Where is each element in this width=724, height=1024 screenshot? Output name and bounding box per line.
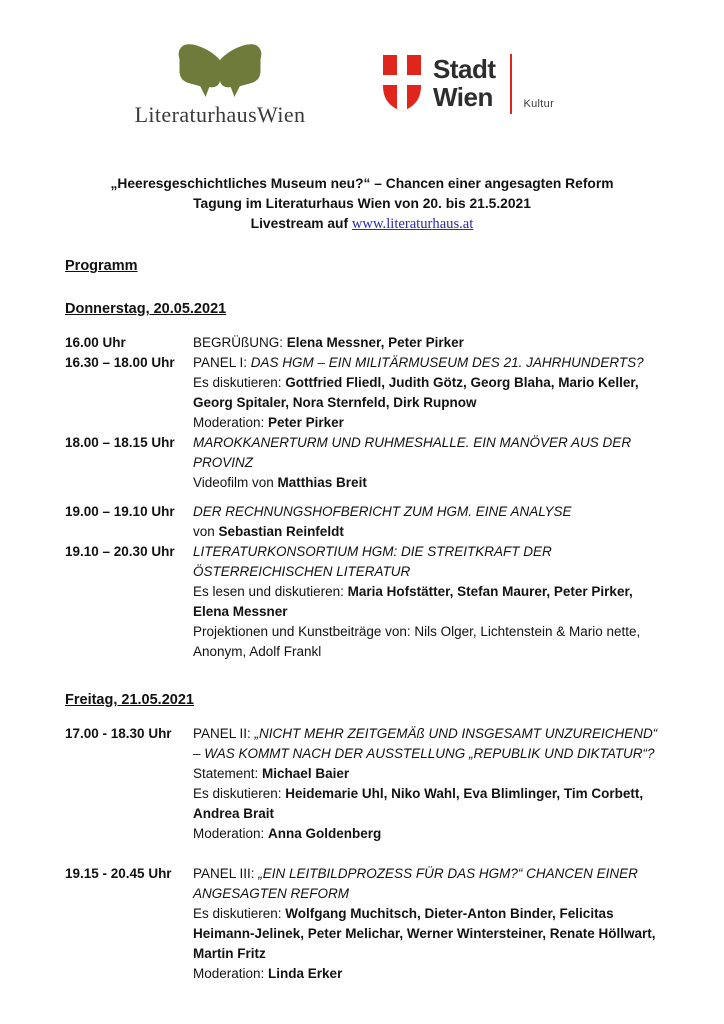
event-speakers: Maria Hofstätter, Stefan Maurer, Peter Pirker, Elena Messner — [193, 584, 633, 619]
event-moderator: Anna Goldenberg — [268, 826, 382, 841]
event-line — [193, 824, 659, 844]
title-block — [0, 174, 724, 234]
day2-schedule — [65, 724, 724, 984]
event-speakers: Matthias Breit — [277, 475, 367, 490]
entry-time: 19.10 – 20.30 Uhr — [65, 544, 175, 559]
stadt-wien-wordmark — [433, 55, 496, 111]
stadt-wien-logo — [382, 54, 554, 117]
event-line — [193, 582, 659, 622]
day2-heading: Freitag, 21.05.2021 — [65, 692, 194, 708]
event-label: Moderation: — [193, 826, 269, 841]
event-speakers: Heidemarie Uhl, Niko Wahl, Eva Blimlinger, Tim Corbett, Andrea Brait — [193, 786, 644, 821]
stadt-wien-line1: Stadt — [433, 54, 496, 84]
entry-time: 19.15 - 20.45 Uhr — [65, 866, 172, 881]
event-label: Moderation: — [193, 966, 269, 981]
event-label: Es diskutieren: — [193, 375, 286, 390]
logo-divider-line — [510, 54, 512, 114]
stadt-wien-department: Kultur — [523, 98, 555, 110]
event-line — [193, 622, 659, 662]
event-title: DER RECHNUNGSHOFBERICHT ZUM HGM. EINE ANALYSE — [193, 504, 572, 519]
literaturhaus-wordmark: LiteraturhausWien — [134, 102, 306, 127]
schedule-entry — [65, 502, 724, 542]
event-label: Es lesen und diskutieren: — [193, 584, 348, 599]
event-line — [193, 764, 659, 784]
event-line — [193, 413, 659, 433]
event-line — [193, 904, 659, 964]
event-moderator: Peter Pirker — [268, 415, 344, 430]
event-speakers: Sebastian Reinfeldt — [218, 524, 344, 539]
entry-description — [193, 353, 659, 433]
event-label: BEGRÜßUNG: — [193, 335, 287, 350]
schedule-entry — [65, 333, 724, 353]
event-label: PANEL III: — [193, 866, 259, 881]
event-speakers: Wolfgang Muchitsch, Dieter-Anton Binder, Felicitas Heimann-Jelinek, Peter Melichar, Werner Wintersteiner, Renate Höllwart, Martin Fritz — [193, 906, 656, 961]
event-label: Moderation: — [193, 415, 269, 430]
event-line — [193, 353, 659, 373]
event-title: „NICHT MEHR ZEITGEMÄß UND INSGESAMT UNZUREICHEND“ – WAS KOMMT NACH DER AUSSTELLUNG „REPUBLIK UND DIKTATUR“? — [193, 726, 658, 761]
event-label: PANEL II: — [193, 726, 255, 741]
wien-shield-icon — [382, 54, 422, 117]
day1-heading: Donnerstag, 20.05.2021 — [65, 301, 227, 317]
event-speakers: Michael Baier — [262, 766, 350, 781]
literaturhaus-logo — [118, 40, 322, 128]
event-line — [193, 964, 659, 984]
entry-description — [193, 333, 659, 353]
day1-schedule — [65, 333, 724, 662]
event-title: MAROKKANERTURM UND RUHMESHALLE. EIN MANÖVER AUS DER PROVINZ — [193, 435, 632, 470]
entry-time: 18.00 – 18.15 Uhr — [65, 435, 175, 450]
schedule-entry — [65, 353, 724, 433]
livestream-label: Livestream auf — [250, 216, 352, 231]
event-label: Statement: — [193, 766, 263, 781]
entry-time: 19.00 – 19.10 Uhr — [65, 504, 175, 519]
literaturhaus-link[interactable]: www.literaturhaus.at — [351, 216, 474, 232]
entry-description — [193, 724, 659, 844]
event-title: „EIN LEITBILDPROZESS FÜR DAS HGM?“ CHANCEN EINER ANGESAGTEN REFORM — [193, 866, 638, 901]
event-label: Es diskutieren: — [193, 906, 286, 921]
entry-time: 16.30 – 18.00 Uhr — [65, 355, 175, 370]
header — [0, 0, 724, 138]
program-heading: Programm — [65, 258, 138, 274]
event-title: DAS HGM – EIN MILITÄRMUSEUM DES 21. JAHRHUNDERTS? — [250, 355, 644, 370]
entry-description — [193, 433, 659, 493]
event-label: von — [193, 524, 219, 539]
open-book-icon — [118, 40, 322, 100]
event-line — [193, 784, 659, 824]
document-title-line1: „Heeresgeschichtliches Museum neu?“ – Chancen einer angesagten Reform — [110, 176, 614, 191]
event-line — [193, 542, 659, 582]
event-speakers: Gottfried Fliedl, Judith Götz, Georg Blaha, Mario Keller, Georg Spitaler, Nora Sternfeld, Dirk Rupnow — [193, 375, 639, 410]
schedule-entry — [65, 864, 724, 984]
entry-description — [193, 542, 659, 662]
event-line — [193, 502, 659, 522]
event-speakers: Elena Messner, Peter Pirker — [286, 335, 464, 350]
stadt-wien-line2: Wien — [433, 82, 493, 112]
event-moderator: Linda Erker — [268, 966, 343, 981]
schedule-entry — [65, 433, 724, 493]
document-title-line2: Tagung im Literaturhaus Wien von 20. bis 21.5.2021 — [193, 196, 531, 211]
event-contributors: Projektionen und Kunstbeiträge von: Nils Olger, Lichtenstein & Mario nette, Anonym, Adolf Frankl — [193, 624, 641, 659]
document-title-line3 — [0, 214, 724, 234]
entry-time: 16.00 Uhr — [65, 335, 126, 350]
event-line — [193, 473, 659, 493]
event-title: LITERATURKONSORTIUM HGM: DIE STREITKRAFT DER ÖSTERREICHISCHEN LITERATUR — [193, 544, 552, 579]
schedule-entry — [65, 542, 724, 662]
event-line — [193, 724, 659, 764]
schedule-entry — [65, 724, 724, 844]
event-label: Videofilm von — [193, 475, 278, 490]
event-line — [193, 333, 659, 353]
event-label: Es diskutieren: — [193, 786, 286, 801]
entry-description — [193, 502, 659, 542]
entry-description — [193, 864, 659, 984]
event-label: PANEL I: — [193, 355, 251, 370]
event-line — [193, 864, 659, 904]
entry-time: 17.00 - 18.30 Uhr — [65, 726, 172, 741]
event-line — [193, 373, 659, 413]
event-line — [193, 433, 659, 473]
event-line — [193, 522, 659, 542]
